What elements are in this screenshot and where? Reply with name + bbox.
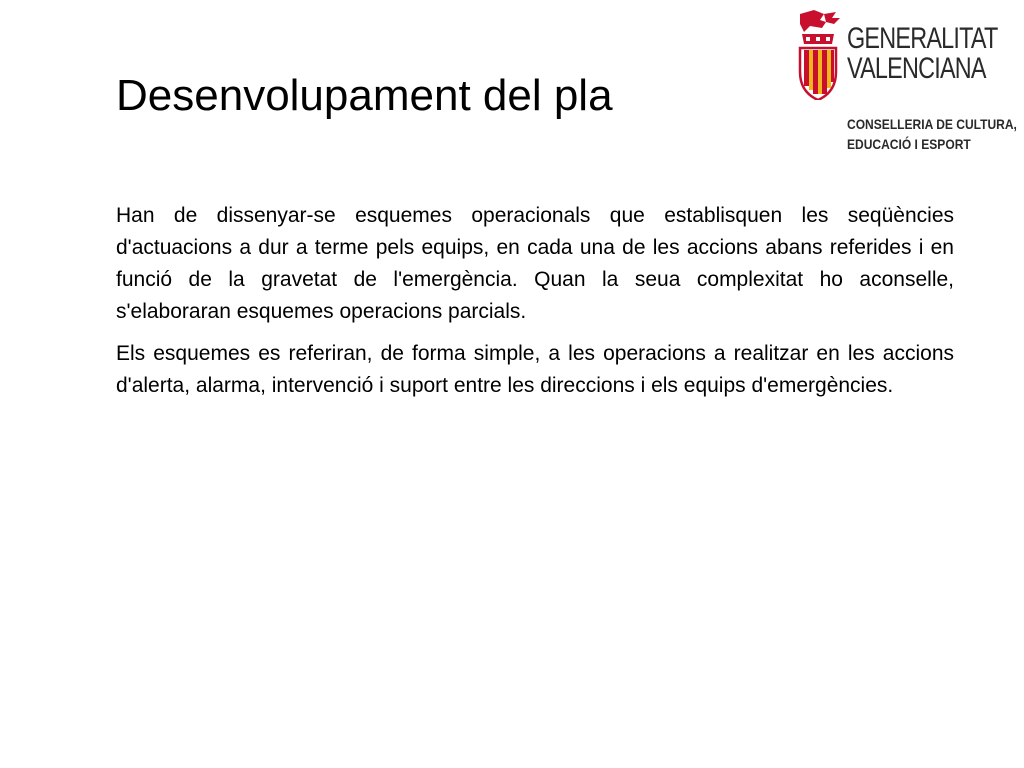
valencian-crest-icon: [796, 10, 842, 100]
generalitat-logo: [796, 10, 1017, 160]
logo-dept-line1: CONSELLERIA DE CULTURA,: [847, 116, 1017, 132]
logo-department: [847, 114, 1017, 154]
paragraph: Els esquemes es referiran, de forma simple, a les operacions a realitzar en les accions d'alerta, alarma, intervenció i suport entre les direccions i els equips d'emergències.: [116, 342, 954, 397]
logo-wordmark: [847, 24, 997, 84]
slide-body: [116, 200, 954, 412]
slide-title: Desenvolupament del pla: [116, 71, 613, 120]
logo-name-line1: GENERALITAT: [847, 22, 998, 55]
paragraph: Han de dissenyar-se esquemes operacionals que establisquen les seqüències d'actuacions a dur a terme pels equips, en cada una de les accions abans referides i en funció de la gravetat de l'emergència. Quan la seua complexitat ho aconselle, s'elaboraran esquemes operacions parcials.: [116, 204, 954, 323]
logo-name-line2: VALENCIANA: [847, 52, 986, 85]
logo-dept-line2: EDUCACIÓ I ESPORT: [847, 136, 971, 152]
